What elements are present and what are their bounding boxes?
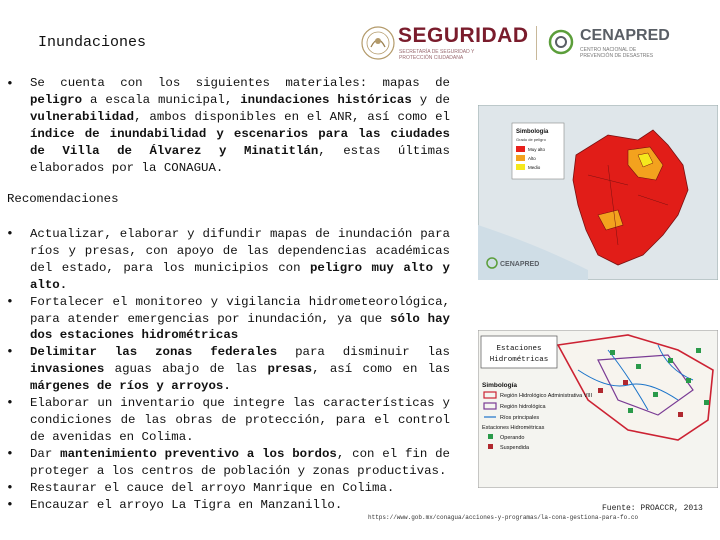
bullet-icon: • <box>6 293 14 309</box>
legend-operating: Operando <box>500 435 525 441</box>
bold-text: peligro <box>30 93 83 107</box>
legend-region-hydro: Región hidrológica <box>500 404 546 410</box>
recommendation-item <box>6 395 450 446</box>
logo-separator <box>536 26 537 60</box>
logos-header <box>358 20 720 66</box>
cenapred-logo-subtitle: CENTRO NACIONAL DE PREVENCIÓN DE DESASTRES <box>580 47 654 59</box>
bold-text: vulnerabilidad <box>30 110 135 124</box>
bullet-icon: • <box>6 479 14 495</box>
bold-text: sólo hay dos estaciones hidrométricas <box>30 311 450 343</box>
legend-item-very-high: Muy alto <box>528 147 546 152</box>
flood-hazard-map <box>478 105 718 280</box>
seguridad-logo-subtitle: SECRETARÍA DE SEGURIDAD Y PROTECCIÓN CIUDADANA <box>399 49 475 61</box>
map1-legend-title: Simbología <box>516 129 549 135</box>
legend-stations: Estaciones Hidrométricas <box>482 425 545 431</box>
text: para disminuir las <box>277 345 450 360</box>
seguridad-logo-text: SEGURIDAD <box>398 24 529 47</box>
legend-item-high: Alto <box>528 156 536 161</box>
map1-logo: CENAPRED <box>500 261 540 268</box>
text: Restaurar el cauce del arroyo Manrique en Colima. <box>30 480 395 495</box>
bullet-icon: • <box>6 226 14 241</box>
legend-suspended: Suspendida <box>500 445 530 451</box>
bullet-icon: • <box>6 344 14 360</box>
slide-title: Inundaciones <box>38 34 147 51</box>
legend-item-medium: Medio <box>528 165 541 170</box>
text: , con el fin de proteger a los centros de población y zonas productivas. <box>30 446 450 478</box>
text: , estas últimas elaborados por la CONAGUA. <box>30 144 450 175</box>
intro-paragraph <box>6 75 450 177</box>
stations-label: Estaciones Hidrométricas <box>489 345 549 364</box>
map2-legend-title: Simbología <box>482 382 518 389</box>
legend-swatch-medium <box>516 164 525 170</box>
recommendation-item <box>6 226 450 294</box>
cenapred-logo-text: CENAPRED <box>580 27 670 44</box>
text: , ambos disponibles en el ANR, así como el <box>134 110 450 124</box>
text: y de <box>411 93 450 107</box>
cenapred-logo-icon <box>548 29 574 55</box>
text: aguas abajo de las <box>104 362 268 377</box>
legend-rivers: Ríos principales <box>500 415 540 421</box>
bullet-icon: • <box>6 76 14 91</box>
bullet-icon: • <box>6 496 14 512</box>
text: Elaborar un inventario que integre las características y condiciones de las obras de protección, para el control de avenidas en Colima. <box>30 396 450 444</box>
source-url[interactable]: https://www.gob.mx/conagua/acciones-y-programas/la-cona-gestiona-para-fo.co <box>368 514 639 521</box>
bold-text: Delimitar las zonas federales <box>30 345 278 360</box>
bullet-icon: • <box>6 445 14 461</box>
bold-text: inundaciones históricas <box>240 93 412 107</box>
recommendations-heading: Recomendaciones <box>7 192 119 206</box>
bold-text: márgenes de ríos y arroyos. <box>30 379 231 394</box>
text: Encauzar el arroyo La Tigra en Manzanillo. <box>30 497 343 512</box>
bullet-icon: • <box>6 395 14 411</box>
hydrometric-stations-map <box>478 330 718 488</box>
text: Se cuenta con los siguientes materiales: mapas de <box>30 76 450 90</box>
recommendation-item <box>6 445 450 480</box>
bold-text: peligro muy alto y alto. <box>30 260 450 292</box>
text: Fortalecer el monitoreo y vigilancia hidrometeorológica, para atender emergencias por inundación, ya que <box>30 294 450 326</box>
recommendation-item <box>6 479 450 497</box>
text: Actualizar, elaborar y difundir mapas de inundación para ríos y presas, con apoyo de las dependencias académicas del estado, para los municipios con <box>30 227 450 275</box>
text: Dar <box>30 446 61 461</box>
bold-text: mantenimiento preventivo a los bordos <box>60 446 337 461</box>
legend-swatch-high <box>516 155 525 161</box>
mexico-seal-icon <box>360 23 396 63</box>
bold-text: presas <box>267 362 313 377</box>
map1-legend-subtitle: Grado de peligro <box>516 137 546 142</box>
recommendation-item <box>6 293 450 345</box>
text: , así como en las <box>312 362 451 377</box>
recommendation-item <box>6 496 450 514</box>
text: a escala municipal, <box>82 93 241 107</box>
recommendations-list <box>6 226 451 513</box>
bold-text: índice de inundabilidad y escenarios para las ciudades de Villa de Álvarez y Minatitlán <box>30 127 450 158</box>
recommendation-item <box>6 344 451 395</box>
legend-region-rha: Región Hidrológico Administrativa VIII <box>500 393 593 399</box>
legend-swatch-very-high <box>516 146 525 152</box>
source-credit: Fuente: PROACCR, 2013 <box>602 504 703 513</box>
bold-text: invasiones <box>30 362 105 377</box>
